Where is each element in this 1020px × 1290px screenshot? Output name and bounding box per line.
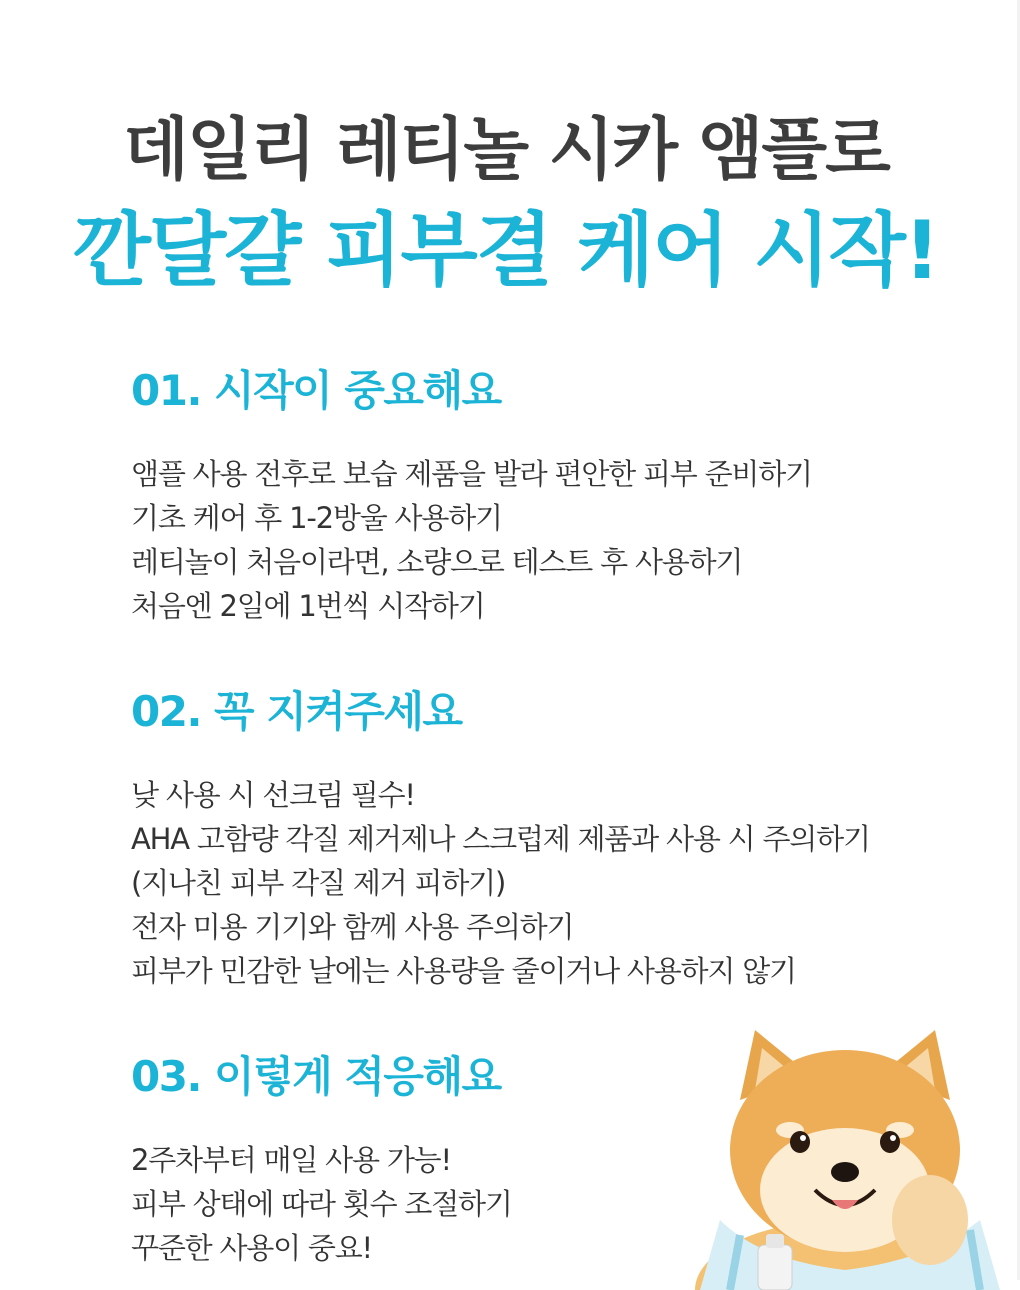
- section-start: [131, 364, 951, 628]
- section-heading: 01. 시작이 중요해요: [131, 366, 501, 415]
- page-title-line1: 데일리 레티놀 시카 앰플로: [123, 111, 889, 190]
- list-item: 전자 미용 기기와 함께 사용 주의하기: [131, 910, 574, 944]
- section-heading: 03. 이렇게 적응해요: [131, 1052, 501, 1101]
- list-item: 피부가 민감한 날에는 사용량을 줄이거나 사용하지 않기: [131, 954, 796, 988]
- list-item: 레티놀이 처음이라면, 소량으로 테스트 후 사용하기: [131, 545, 743, 579]
- list-item: 처음엔 2일에 1번씩 시작하기: [131, 589, 485, 623]
- section-heading: 02. 꼭 지켜주세요: [131, 687, 462, 736]
- shiba-dog-illustration: [680, 1020, 1010, 1290]
- list-item: 피부 상태에 따라 횟수 조절하기: [131, 1187, 512, 1221]
- list-item: 앰플 사용 전후로 보습 제품을 발라 편안한 피부 준비하기: [131, 457, 812, 491]
- list-item: (지나친 피부 각질 제거 피하기): [131, 866, 506, 900]
- section-cautions: [131, 685, 951, 993]
- list-item: AHA 고함량 각질 제거제나 스크럽제 제품과 사용 시 주의하기: [131, 822, 870, 856]
- list-item: 낮 사용 시 선크림 필수!: [131, 778, 415, 812]
- section-lines: [131, 773, 951, 993]
- list-item: 기초 케어 후 1-2방울 사용하기: [131, 501, 502, 535]
- section-lines: [131, 452, 951, 628]
- list-item: 꾸준한 사용이 중요!: [131, 1231, 372, 1265]
- page-title-line2: 깐달걀 피부결 케어 시작!: [73, 204, 939, 297]
- list-item: 2주차부터 매일 사용 가능!: [131, 1143, 451, 1177]
